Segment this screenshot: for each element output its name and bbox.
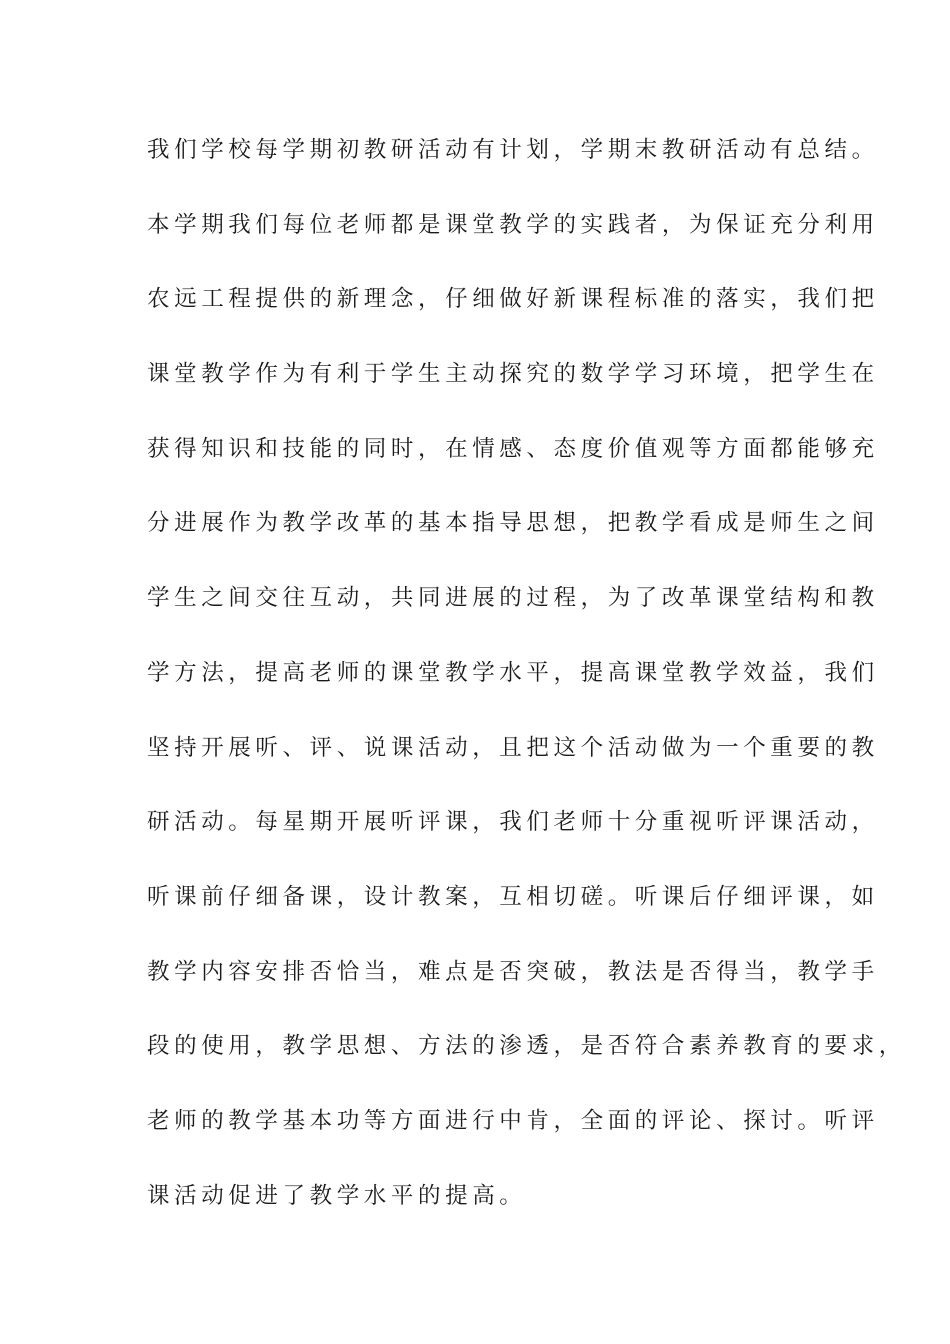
text-line: 学方法，提高老师的课堂教学水平，提高课堂教学效益，我们 [147, 659, 879, 686]
text-line: 课堂教学作为有利于学生主动探究的数学学习环境，把学生在 [147, 361, 879, 388]
text-line: 学生之间交往互动，共同进展的过程，为了改革课堂结构和教 [147, 585, 879, 612]
text-line: 听课前仔细备课，设计教案，互相切磋。听课后仔细评课，如 [147, 883, 879, 910]
body-text [147, 130, 906, 1250]
text-line: 我们学校每学期初教研活动有计划，学期末教研活动有总结。 [147, 137, 879, 163]
text-line: 获得知识和技能的同时，在情感、态度价值观等方面都能够充 [147, 435, 879, 462]
text-line: 分进展作为教学改革的基本指导思想，把教学看成是师生之间 [147, 510, 879, 537]
text-line: 段的使用，教学思想、方法的渗透，是否符合素养教育的要求， [147, 1033, 906, 1060]
text-line: 坚持开展听、评、说课活动，且把这个活动做为一个重要的教 [147, 734, 879, 761]
text-line: 老师的教学基本功等方面进行中肯，全面的评论、探讨。听评 [147, 1107, 879, 1134]
text-line: 课活动促进了教学水平的提高。 [147, 1182, 527, 1209]
text-line: 研活动。每星期开展听评课，我们老师十分重视听评课活动， [147, 809, 879, 836]
text-line: 教学内容安排否恰当，难点是否突破，教法是否得当，教学手 [147, 958, 879, 985]
text-line: 农远工程提供的新理念，仔细做好新课程标准的落实，我们把 [147, 286, 879, 313]
text-line: 本学期我们每位老师都是课堂教学的实践者，为保证充分利用 [147, 211, 879, 238]
